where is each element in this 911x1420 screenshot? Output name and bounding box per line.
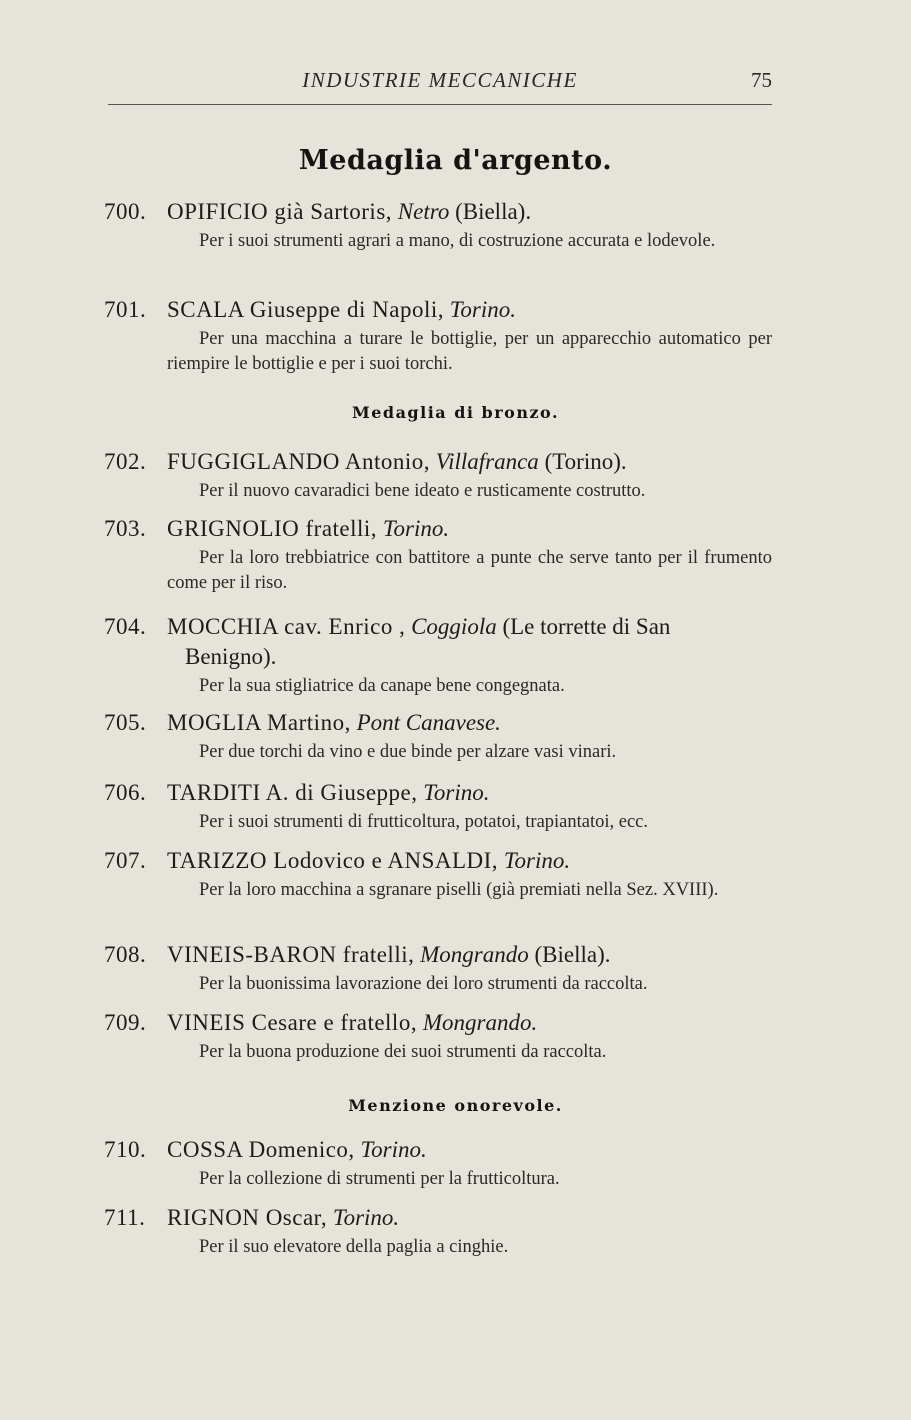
entry-continuation: Benigno).: [185, 644, 277, 669]
entry-description: Per due torchi da vino e due binde per alzare vasi vinari.: [199, 742, 617, 762]
entry-number: 706.: [104, 780, 147, 805]
entry-name: TARIZZO Lodovico e ANSALDI,: [167, 848, 499, 873]
entry-number: 700.: [104, 199, 147, 224]
page-number: 75: [751, 68, 772, 92]
page-header: [108, 64, 772, 105]
entry-name: GRIGNOLIO fratelli,: [167, 516, 378, 541]
entry-place-extra: (Torino).: [538, 449, 627, 474]
entry-place: Torino.: [332, 1205, 400, 1230]
entry-701: [104, 297, 772, 377]
entry-description: Per la loro trebbiatrice con battitore a punte che serve tanto per il frumento come per il riso.: [167, 548, 772, 593]
entry-description: Per la sua stigliatrice da canape bene congegnata.: [199, 676, 565, 696]
entry-name: OPIFICIO già Sartoris,: [167, 199, 393, 224]
entry-place: Coggiola: [411, 614, 497, 639]
entry-description: Per la collezione di strumenti per la frutticoltura.: [199, 1169, 560, 1189]
entry-name: MOCCHIA cav. Enrico ,: [167, 614, 406, 639]
entry-number: 711.: [104, 1205, 146, 1230]
entry-number: 702.: [104, 449, 147, 474]
entry-number: 705.: [104, 710, 147, 735]
entry-name: VINEIS Cesare e fratello,: [167, 1010, 418, 1035]
entry-700: [104, 199, 772, 254]
entry-number: 710.: [104, 1137, 147, 1162]
entry-name: RIGNON Oscar,: [167, 1205, 328, 1230]
entry-710: [104, 1137, 772, 1192]
running-head: INDUSTRIE MECCANICHE: [302, 68, 578, 92]
entry-place-extra: (Le torrette di San: [496, 614, 671, 639]
entry-place-extra: (Biella).: [449, 199, 532, 224]
entry-place: Mongrando: [420, 942, 529, 967]
entry-name: VINEIS-BARON fratelli,: [167, 942, 415, 967]
section-heading-silver: Medaglia d'argento.: [298, 145, 613, 176]
entry-711: [104, 1205, 772, 1260]
entry-number: 703.: [104, 516, 147, 541]
entry-name: SCALA Giuseppe di Napoli,: [167, 297, 444, 322]
entry-description: Per la loro macchina a sgranare piselli (già premiati nella Sez. XVIII).: [199, 880, 719, 900]
section-heading-mention: Menzione onorevole.: [348, 1096, 563, 1115]
entry-place: Netro: [397, 199, 450, 224]
entry-place: Torino.: [503, 848, 571, 873]
entry-place: Mongrando.: [422, 1010, 538, 1035]
entry-707: [104, 848, 772, 903]
entry-description: Per la buonissima lavorazione dei loro strumenti da raccolta.: [199, 974, 648, 994]
entry-description: Per una macchina a turare le bottiglie, per un apparecchio automatico per riempire le bottiglie e per i suoi torchi.: [167, 329, 772, 374]
entry-place: Pont Canavese.: [356, 710, 501, 735]
entry-description: Per i suoi strumenti di frutticoltura, potatoi, trapiantatoi, ecc.: [199, 812, 649, 832]
entry-702: [104, 449, 772, 504]
entry-number: 709.: [104, 1010, 147, 1035]
entry-name: TARDITI A. di Giuseppe,: [167, 780, 418, 805]
entry-704: [104, 614, 772, 699]
entry-708: [104, 942, 772, 997]
entry-name: COSSA Domenico,: [167, 1137, 355, 1162]
entry-703: [104, 516, 772, 596]
entry-place: Villafranca: [435, 449, 539, 474]
entry-description: Per il nuovo cavaradici bene ideato e rusticamente costrutto.: [199, 481, 646, 501]
entry-name: MOGLIA Martino,: [167, 710, 351, 735]
entry-706: [104, 780, 772, 835]
entry-number: 701.: [104, 297, 147, 322]
entry-description: Per la buona produzione dei suoi strumenti da raccolta.: [199, 1042, 607, 1062]
entry-place: Torino.: [449, 297, 517, 322]
entry-number: 704.: [104, 614, 147, 639]
entry-number: 708.: [104, 942, 147, 967]
entry-705: [104, 710, 772, 765]
entry-place-extra: (Biella).: [528, 942, 611, 967]
entry-description: Per i suoi strumenti agrari a mano, di costruzione accurata e lodevole.: [199, 231, 716, 251]
entry-place: Torino.: [382, 516, 450, 541]
section-heading-bronze: Medaglia di bronzo.: [351, 403, 560, 422]
entry-709: [104, 1010, 772, 1065]
entry-place: Torino.: [360, 1137, 427, 1162]
entry-number: 707.: [104, 848, 147, 873]
entry-place: Torino.: [423, 780, 490, 805]
entry-name: FUGGIGLANDO Antonio,: [167, 449, 430, 474]
entry-description: Per il suo elevatore della paglia a cinghie.: [199, 1237, 509, 1257]
